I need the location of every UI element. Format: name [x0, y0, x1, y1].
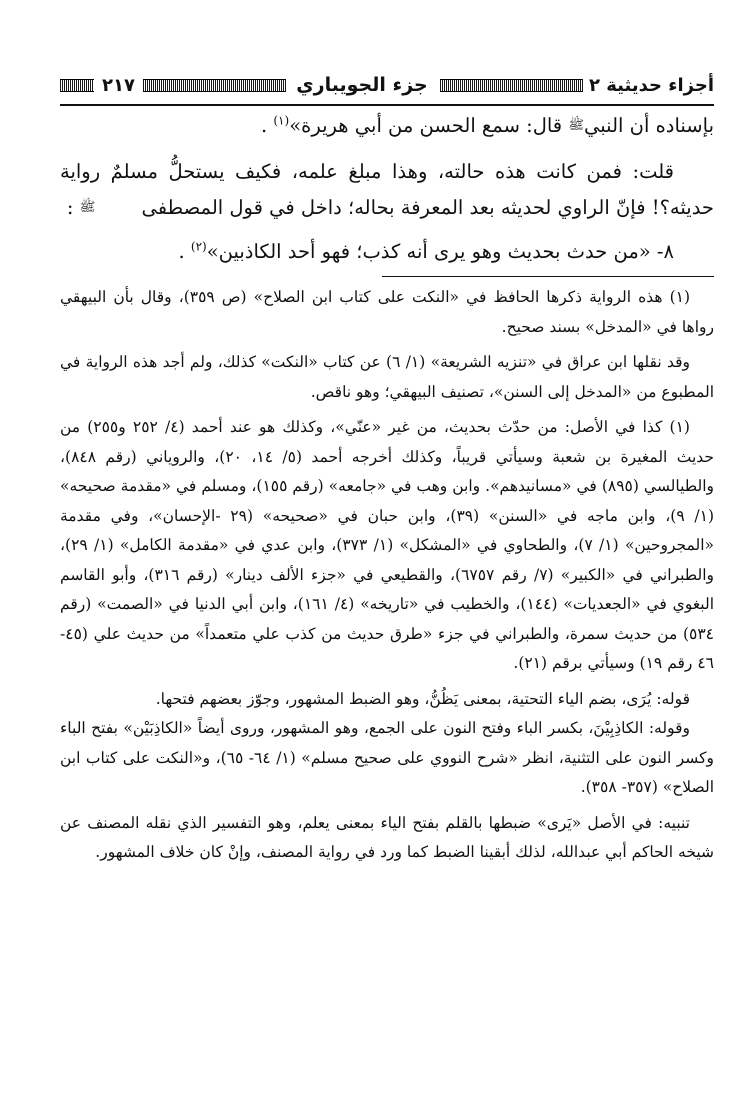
hadith-text: ٨- «من حدث بحديث وهو يرى أنه كذب؛ فهو أحد الكاذبين»	[206, 240, 674, 263]
footnote: تنبيه: في الأصل «يَرى» ضبطها بالقلم بفتح الياء بمعنى يعلم، وهو التفسير الذي نقله المصنف عن شيخه الحاكم أبي عبدالله، لذلك أبقينا الضبط كما ورد في رواية المصنف، وإنْ كان خلاف المشهور.	[60, 813, 714, 861]
header-ornament-line	[60, 79, 94, 92]
book-page	[60, 68, 714, 868]
main-text-span: .	[178, 240, 191, 263]
footnote: وقوله: الكاذِبِيْنَ، بكسر الباء وفتح النون على الجمع، وهو المشهور، وروى أيضاً «الكاذِبَيْن» بفتح الباء وكسر النون على التثنية، انظر «شرح النووي على صحيح مسلم» (١/ ٦٤- ٦٥)، و«النكت على كتاب ابن الصلاح» (٣٥٧- ٣٥٨).	[60, 719, 714, 796]
footnote: قوله: يُرَى، بضم الياء التحتية، بمعنى يَظُنُّ، وهو الضبط المشهور، وجوّز بعضهم فتحها.	[155, 689, 690, 708]
main-paragraph	[60, 108, 714, 144]
footnote: (١) هذه الرواية ذكرها الحافظ في «النكت على كتاب ابن الصلاح» (ص ٣٥٩)، وقال بأن البيهقي رواها في «المدخل» بسند صحيح.	[60, 288, 714, 336]
main-text-span: قال: سمع الحسن من أبي هريرة»	[289, 114, 569, 137]
main-text-span: .	[260, 114, 274, 137]
part-title: جزء الجويباري	[296, 74, 428, 96]
main-text	[60, 108, 714, 270]
footnote-separator	[382, 276, 714, 277]
book-title: أجزاء حديثية ٢	[589, 74, 714, 96]
header-ornament-line	[440, 79, 583, 92]
salla-glyph: ﷺ	[79, 200, 96, 215]
main-paragraph	[60, 154, 714, 226]
footnote: (١) كذا في الأصل: من حدّث بحديث، من غير «عنّي»، وكذلك هو عند أحمد (٤/ ٢٥٢ و٢٥٥) من حديث المغيرة بن شعبة وسيأتي قريباً، وكذلك أخرجه أحمد (٥/ ١٤، ٢٠)، والروياني (رقم ٨٤٨)، والطيالسي (٨٩٥) في «مسانيدهم». وابن وهب في «جامعه» (رقم ١٥٥)، ومسلم في «مقدمة صحيحه» (١/ ٩)، وابن ماجه في «السنن» (٣٩)، وابن حبان في «صحيحه» (٢٩ -الإحسان»، وفي مقدمة «المجروحين» (١/ ٧)، والطحاوي في «المشكل» (١/ ٣٧٣)، وابن عدي في «مقدمة الكامل» (١/ ٢٩)، والطبراني في «الكبير» (٧/ رقم ٦٧٥٧)، والقطيعي في «جزء الألف دينار» (رقم ٣١٦)، وأبو القاسم البغوي في «الجعديات» (١٤٤)، والخطيب في «تاريخه» (٤/ ١٦١)، وابن أبي الدنيا في «الصمت» (رقم ٥٣٤) من حديث سمرة، والطبراني في جزء «طرق حديث من كذب علي متعمداً» من حديث علي (٤٥- ٤٦ رقم ١٩) وسيأتي برقم (٢١).	[60, 418, 715, 672]
footnote-ref: (١)	[273, 113, 290, 128]
footnote-ref: (٢)	[190, 239, 207, 254]
header-rule	[60, 104, 714, 106]
main-text-span: :	[66, 196, 74, 219]
header-ornament-line	[143, 79, 286, 92]
salla-glyph: ﷺ	[568, 118, 585, 133]
main-text-span: قلت: فمن كانت هذه حالته، وهذا مبلغ علمه، فكيف يستحلُّ مسلمٌ رواية حديثه؟! فإنّ الراوي لحديثه بعد المعرفة بحاله؛ داخل في قول المصطفى	[60, 160, 714, 219]
hadith-line	[60, 234, 714, 270]
running-header	[60, 68, 714, 102]
footnote: وقد نقلها ابن عراق في «تنزيه الشريعة» (١/ ٦) عن كتاب «النكت» كذلك، ولم أجد هذه الرواية في المطبوع من «المدخل إلى السنن»، تصنيف البيهقي؛ وهو ناقص.	[60, 353, 714, 401]
footnotes	[60, 283, 714, 868]
page-number: ٢١٧	[101, 74, 135, 96]
main-text-span: بإسناده أن النبي	[584, 114, 714, 137]
